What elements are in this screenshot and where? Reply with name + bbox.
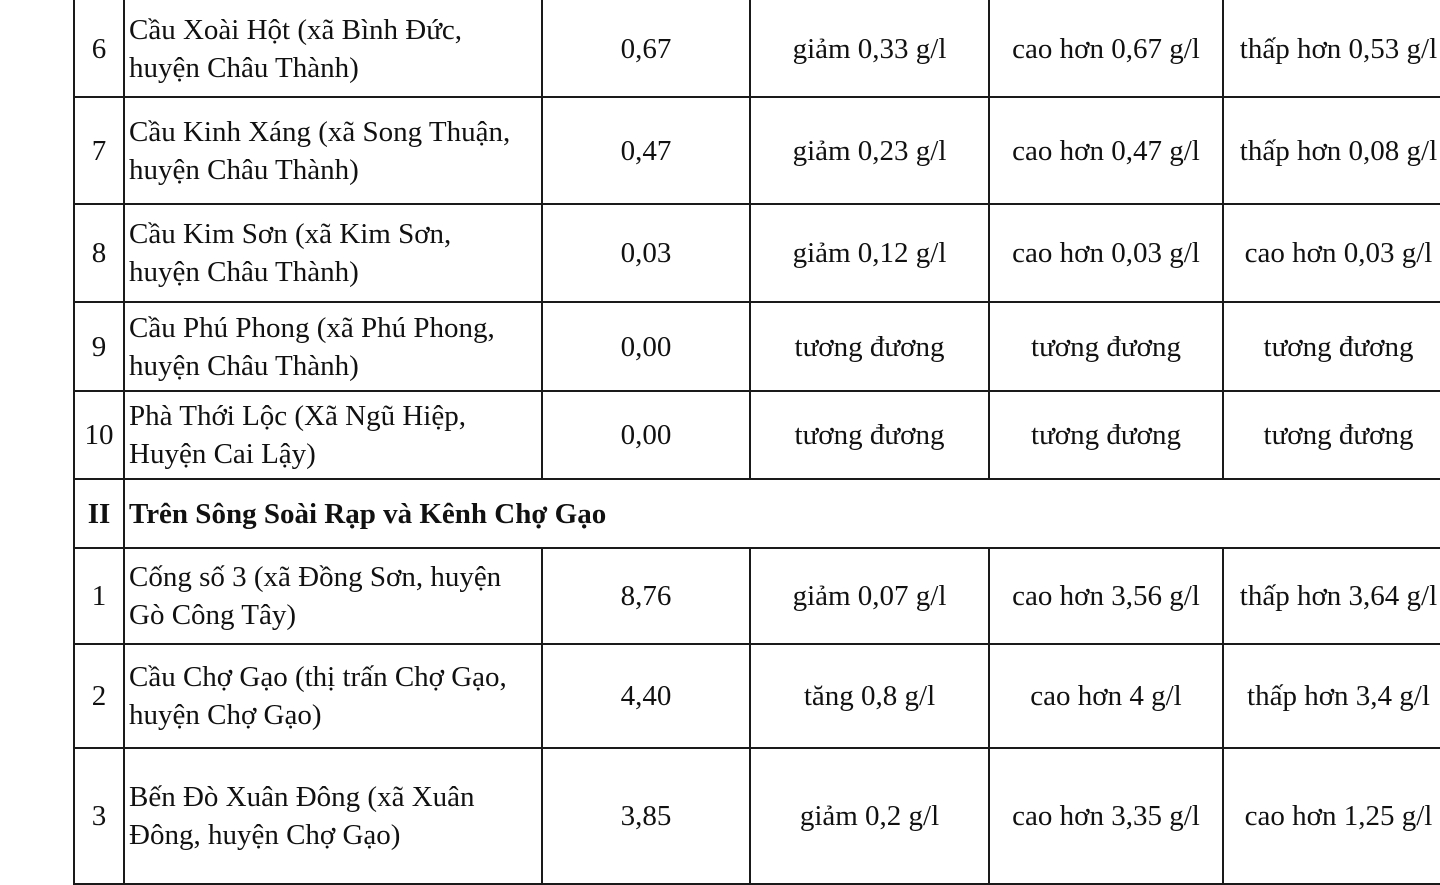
row-number: 9 [74,302,124,391]
salinity-compare-1: cao hơn 0,67 g/l [989,0,1223,97]
salinity-compare-1: cao hơn 4 g/l [989,644,1223,748]
station-name-line: huyện Châu Thành) [129,349,359,382]
section-header-row [74,479,1440,548]
row-number: 6 [74,0,124,97]
station-name-line: Gò Công Tây) [129,599,297,631]
salinity-value: 0,03 [542,204,750,302]
table-row [74,644,1440,748]
station-name-line: Cầu Kinh Xáng (xã Song Thuận, [129,115,511,148]
station-name-line: Huyện Cai Lậy) [129,438,316,470]
station-name-line: Đông, huyện Chợ Gạo) [129,819,401,851]
station-name [124,0,542,97]
station-name [124,548,542,644]
station-name-line: Cầu Chợ Gạo (thị trấn Chợ Gạo, [129,661,507,693]
salinity-value: 4,40 [542,644,750,748]
salinity-change: giảm 0,07 g/l [750,548,989,644]
station-name-line: huyện Chợ Gạo) [129,699,322,731]
salinity-compare-1: tương đương [989,391,1223,479]
salinity-change: tương đương [750,391,989,479]
row-number: 10 [74,391,124,479]
section-numeral: II [74,479,124,548]
salinity-compare-1: tương đương [989,302,1223,391]
table-row [74,204,1440,302]
salinity-compare-1: cao hơn 0,47 g/l [989,97,1223,204]
station-name-line: Bến Đò Xuân Đông (xã Xuân [129,781,475,813]
station-name-line: huyện Châu Thành) [129,153,359,186]
salinity-compare-1: cao hơn 0,03 g/l [989,204,1223,302]
salinity-value: 0,00 [542,391,750,479]
station-name [124,644,542,748]
station-name-line: Phà Thới Lộc (Xã Ngũ Hiệp, [129,400,466,432]
row-number: 8 [74,204,124,302]
salinity-compare-1: cao hơn 3,35 g/l [989,748,1223,884]
station-name-line: huyện Châu Thành) [129,52,359,84]
salinity-change: giảm 0,2 g/l [750,748,989,884]
salinity-value: 3,85 [542,748,750,884]
salinity-table [73,0,1440,885]
salinity-compare-2: thấp hơn 3,4 g/l [1223,644,1440,748]
salinity-value: 0,47 [542,97,750,204]
salinity-compare-2: cao hơn 1,25 g/l [1223,748,1440,884]
table-row [74,302,1440,391]
station-name [124,391,542,479]
salinity-compare-2: thấp hơn 0,08 g/l [1223,97,1440,204]
salinity-change: giảm 0,33 g/l [750,0,989,97]
salinity-value: 0,67 [542,0,750,97]
section-title: Trên Sông Soài Rạp và Kênh Chợ Gạo [124,479,1440,548]
salinity-compare-2: thấp hơn 0,53 g/l [1223,0,1440,97]
salinity-value: 8,76 [542,548,750,644]
row-number: 7 [74,97,124,204]
station-name [124,204,542,302]
salinity-change: giảm 0,12 g/l [750,204,989,302]
station-name-line: Cầu Phú Phong (xã Phú Phong, [129,311,495,344]
salinity-value: 0,00 [542,302,750,391]
station-name-line: Cống số 3 (xã Đồng Sơn, huyện [129,561,502,593]
salinity-change: giảm 0,23 g/l [750,97,989,204]
table-row [74,0,1440,97]
salinity-compare-2: thấp hơn 3,64 g/l [1223,548,1440,644]
table-row [74,548,1440,644]
salinity-compare-2: cao hơn 0,03 g/l [1223,204,1440,302]
salinity-compare-2: tương đương [1223,391,1440,479]
table-row [74,97,1440,204]
station-name-line: Cầu Kim Sơn (xã Kim Sơn, [129,218,452,250]
row-number: 3 [74,748,124,884]
row-number: 2 [74,644,124,748]
station-name-line: Cầu Xoài Hột (xã Bình Đức, [129,14,463,46]
station-name [124,302,542,391]
station-name [124,97,542,204]
row-number: 1 [74,548,124,644]
salinity-compare-1: cao hơn 3,56 g/l [989,548,1223,644]
table-row [74,391,1440,479]
salinity-change: tương đương [750,302,989,391]
salinity-change: tăng 0,8 g/l [750,644,989,748]
salinity-compare-2: tương đương [1223,302,1440,391]
station-name-line: huyện Châu Thành) [129,256,359,288]
